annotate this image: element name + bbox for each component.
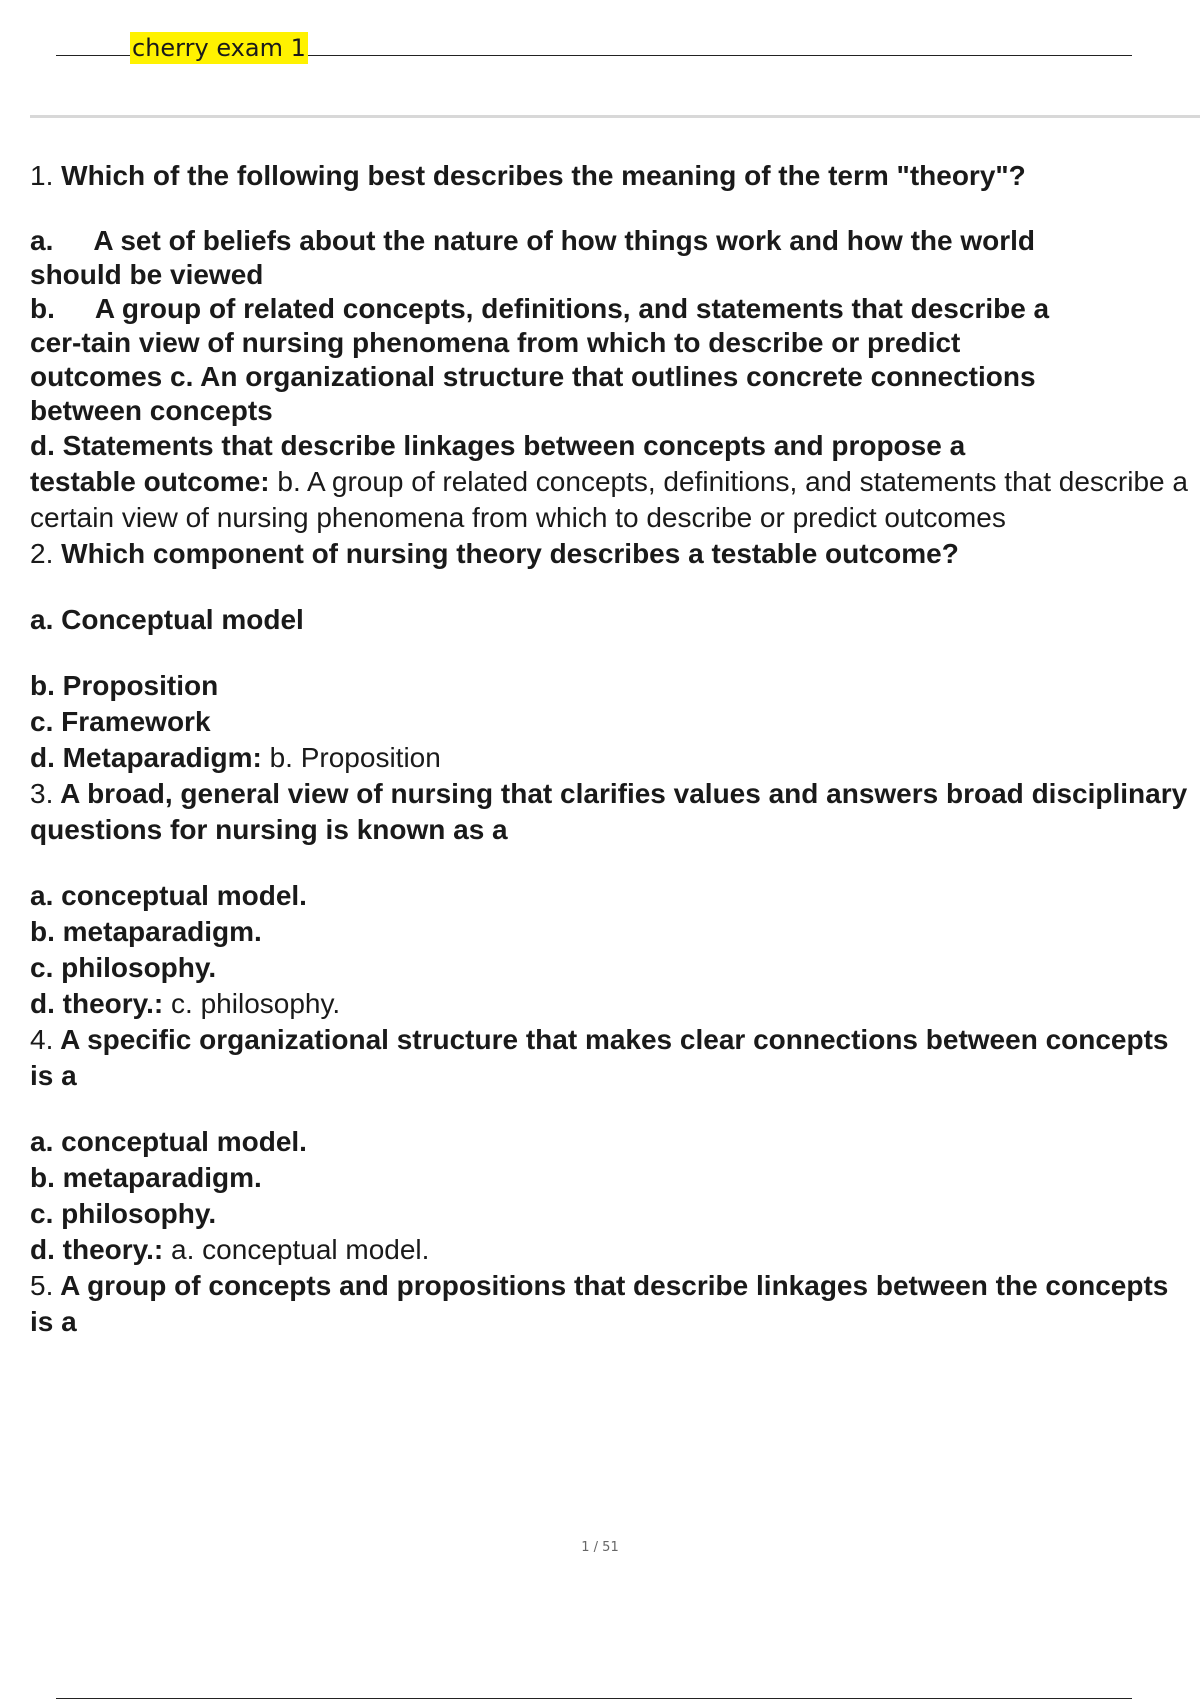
document-body — [30, 158, 1192, 1340]
question-text: A broad, general view of nursing that clarifies values and answers broad disciplinary questions for nursing is known as a — [30, 778, 1188, 845]
q4-answer: a. conceptual model. — [171, 1234, 430, 1265]
question-1 — [30, 158, 1192, 194]
q4-option-c: c. philosophy. — [30, 1198, 217, 1229]
q3-option-c: c. philosophy. — [30, 952, 217, 983]
question-5 — [30, 1268, 1192, 1340]
page-number: 1 / 51 — [581, 1540, 619, 1555]
page-header — [56, 30, 1132, 70]
q4-option-b: b. metaparadigm. — [30, 1162, 262, 1193]
question-text: Which component of nursing theory describes a testable outcome? — [61, 538, 959, 569]
question-number: 4. — [30, 1024, 54, 1055]
q4-option-d: d. theory.: a. conceptual model. — [30, 1234, 430, 1265]
question-text: Which of the following best describes the meaning of the term "theory"? — [61, 160, 1026, 191]
document-title: cherry exam 1 — [132, 34, 306, 62]
top-divider — [30, 115, 1200, 118]
question-number: 3. — [30, 778, 54, 809]
question-text: A specific organizational structure that makes clear connections between concepts is a — [30, 1024, 1169, 1091]
q1-option-a: a. A set of beliefs about the nature of how things work and how the world should be viewed — [30, 225, 1036, 290]
q3-option-d: d. theory.: c. philosophy. — [30, 988, 341, 1019]
q2-option-b: b. Proposition — [30, 670, 219, 701]
question-2 — [30, 536, 1192, 572]
q3-option-b: b. metaparadigm. — [30, 916, 262, 947]
q2-option-c: c. Framework — [30, 706, 211, 737]
q3-option-a: a. conceptual model. — [30, 880, 307, 911]
q1-option-d: d. Statements that describe linkages between concepts and propose a testable outcome: b. A group of related concepts, definitions, and statements that describe a certain view of nursing phenomena from which to describe or predict outcomes — [30, 430, 1188, 533]
footer-rule — [56, 1698, 1132, 1699]
question-3 — [30, 776, 1192, 848]
q2-answer: b. Proposition — [269, 742, 441, 773]
question-4 — [30, 1022, 1192, 1094]
q1-answer: b. A group of related concepts, definitions, and statements that describe a certain view of nursing phenomena from which to describe or predict outcomes — [30, 466, 1188, 533]
question-text: A group of concepts and propositions that describe linkages between the concepts is a — [30, 1270, 1169, 1337]
q4-option-a: a. conceptual model. — [30, 1126, 307, 1157]
q1-option-b: b. A group of related concepts, definitions, and statements that describe a cer-tain view of nursing phenomena from which to describe or predict outcomes c. An organizational structure that outlines concrete connections between concepts — [30, 293, 1050, 426]
question-number: 5. — [30, 1270, 54, 1301]
q3-answer: c. philosophy. — [171, 988, 341, 1019]
q2-option-d: d. Metaparadigm: b. Proposition — [30, 742, 441, 773]
question-number: 1. — [30, 160, 54, 191]
q2-option-a: a. Conceptual model — [30, 604, 304, 635]
question-number: 2. — [30, 538, 54, 569]
